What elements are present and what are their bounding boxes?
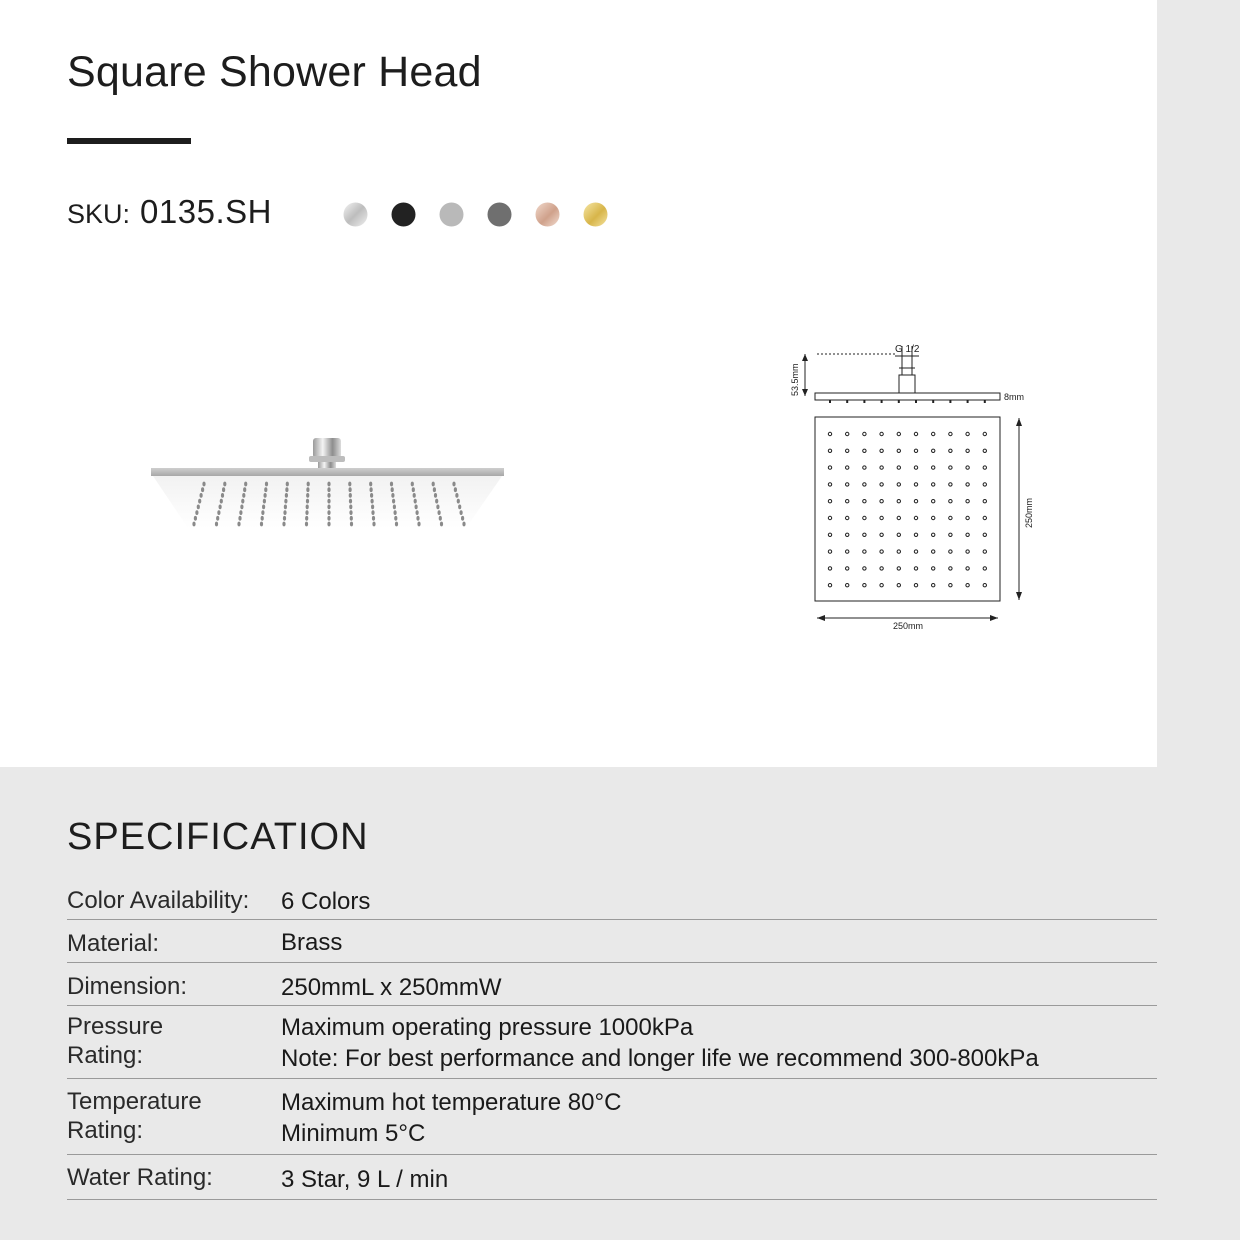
spec-value-line: 250mmL x 250mmW xyxy=(281,974,502,1001)
spec-label: Temperature Rating: xyxy=(67,1088,202,1144)
spec-value-line: 3 Star, 9 L / min xyxy=(281,1166,449,1193)
bottom-dimension-label: 250mm xyxy=(893,621,924,631)
spec-label: Dimension: xyxy=(67,973,188,1000)
title-underline xyxy=(67,138,191,144)
spec-value xyxy=(281,972,502,1003)
spec-row-temperature-rating xyxy=(67,1087,1157,1155)
swatch-brushed-gold[interactable] xyxy=(583,202,608,227)
sku-value: 0135.SH xyxy=(140,193,272,230)
swatch-chrome[interactable] xyxy=(343,202,368,227)
sku-label: SKU: xyxy=(67,199,131,229)
swatch-matte-black[interactable] xyxy=(391,202,416,227)
spec-value-line: Brass xyxy=(281,929,343,956)
spec-row-color-availability xyxy=(67,886,1157,920)
spec-value xyxy=(281,886,370,917)
spec-row-material xyxy=(67,929,1157,963)
sku-line xyxy=(67,193,272,231)
spec-value-line: Maximum hot temperature 80°C xyxy=(281,1089,622,1116)
shower-head-photo xyxy=(148,432,508,532)
swatch-rose-gold[interactable] xyxy=(535,202,560,227)
spec-value-line: 6 Colors xyxy=(281,888,371,915)
spec-value-line: Maximum operating pressure 1000kPa xyxy=(281,1014,694,1041)
spec-row-dimension xyxy=(67,972,1157,1006)
spec-label: Color Availability: xyxy=(67,887,250,914)
spec-label: Water Rating: xyxy=(67,1164,213,1191)
swatch-brushed-nickel[interactable] xyxy=(439,202,464,227)
thickness-label: 8mm xyxy=(1004,392,1024,402)
swatch-gunmetal[interactable] xyxy=(487,202,512,227)
product-title: Square Shower Head xyxy=(67,48,482,96)
spec-value-line: Note: For best performance and longer life we recommend 300-800kPa xyxy=(281,1045,1039,1072)
spec-label: Material: xyxy=(67,930,160,957)
spec-row-pressure-rating xyxy=(67,1012,1157,1079)
spec-label: Pressure Rating: xyxy=(67,1013,164,1069)
height-label: 53.5mm xyxy=(790,363,800,396)
technical-drawing xyxy=(787,338,1037,634)
spec-value-line: Minimum 5°C xyxy=(281,1120,426,1147)
spec-value xyxy=(281,1012,1039,1074)
side-dimension-label: 250mm xyxy=(1024,497,1034,528)
spec-value xyxy=(281,1164,448,1195)
specification-heading: SPECIFICATION xyxy=(67,816,369,858)
spec-value xyxy=(281,927,342,958)
finish-swatches xyxy=(343,202,608,227)
spec-row-water-rating xyxy=(67,1163,1157,1200)
thread-label: G 1/2 xyxy=(895,344,920,355)
spec-value xyxy=(281,1087,621,1149)
